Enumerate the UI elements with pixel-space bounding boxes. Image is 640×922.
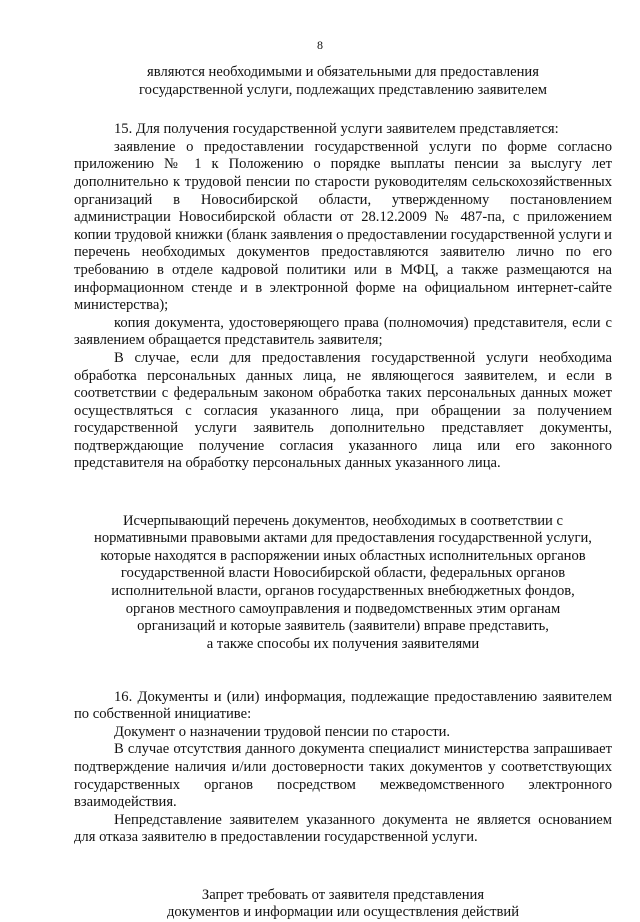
heading-mid-line: организаций и которые заявитель (заявители) вправе представить, bbox=[137, 618, 549, 635]
paragraph-15-item-application: заявление о предоставлении государственной услуги по форме согласно приложению № 1 к Положению о порядке выплаты пенсии за выслугу лет дополнительно к трудовой пенсии по старости руководителям сельскохозяйственных организаций в Новосибирской области, утвержденному постановлением администрации Новосибирской области от 28.12.2009 № 487-па, с приложением копии трудовой книжки (бланк заявления о предоставлении государственной услуги и перечень необходимых документов предоставляются заявителю лично по его требованию в отделе кадровой политики или в МФЦ, а также размещаются на информационном стенде и в электронной форме на официальном интернет-сайте министерства); bbox=[74, 138, 612, 314]
heading-mid-line: нормативными правовыми актами для предоставления государственной услуги, bbox=[94, 530, 592, 547]
heading-mid-line: Исчерпывающий перечень документов, необходимых в соответствии с bbox=[123, 512, 563, 529]
heading-top-line: государственной услуги, подлежащих представлению заявителем bbox=[139, 81, 547, 98]
heading-mid-line: государственной власти Новосибирской области, федеральных органов bbox=[120, 565, 566, 582]
heading-bottom bbox=[74, 887, 612, 922]
heading-mid-line: а также способы их получения заявителями bbox=[206, 635, 480, 652]
heading-mid-line: исполнительной власти, органов государственных внебюджетных фондов, bbox=[111, 583, 575, 600]
heading-bottom-line: документов и информации или осуществления действий bbox=[166, 904, 520, 921]
heading-top-line: являются необходимыми и обязательными для предоставления bbox=[147, 64, 539, 80]
paragraph-15-consent: В случае, если для предоставления государственной услуги необходима обработка персональных данных лица, не являющегося заявителем, и если в соответствии с федеральным законом обработка таких персональных данных может осуществляться с согласия указанного лица, при обращении за получением государственной услуги заявитель дополнительно представляет документы, подтверждающие получение согласия указанного лица или его законного представителя на обработку персональных данных указанного лица. bbox=[74, 349, 612, 472]
heading-bottom-line: Запрет требовать от заявителя представления bbox=[201, 886, 485, 903]
paragraph-16-intro: 16. Документы и (или) информация, подлежащие предоставлению заявителем по собственной инициативе: bbox=[74, 688, 612, 723]
heading-top bbox=[74, 64, 612, 99]
heading-mid bbox=[74, 513, 612, 654]
paragraph-16-document: Документ о назначении трудовой пенсии по старости. bbox=[114, 723, 451, 740]
heading-mid-line: органов местного самоуправления и подведомственных этим органам bbox=[125, 600, 561, 617]
page-body bbox=[74, 64, 612, 922]
paragraph-15-intro: 15. Для получения государственной услуги заявителем представляется: bbox=[114, 121, 559, 138]
page-number: 8 bbox=[317, 38, 323, 52]
paragraph-15-item-representative: копия документа, удостоверяющего права (полномочия) представителя, если с заявлением обращается представитель заявителя; bbox=[74, 314, 612, 349]
paragraph-16-nonsubmission: Непредставление заявителем указанного документа не является основанием для отказа заявителю в предоставлении государственной услуги. bbox=[74, 811, 612, 846]
heading-mid-line: которые находятся в распоряжении иных областных исполнительных органов bbox=[100, 547, 586, 564]
paragraph-16-absence: В случае отсутствия данного документа специалист министерства запрашивает подтверждение наличия и/или достоверности таких документов у соответствующих государственных органов посредством межведомственного электронного взаимодействия. bbox=[74, 741, 612, 811]
